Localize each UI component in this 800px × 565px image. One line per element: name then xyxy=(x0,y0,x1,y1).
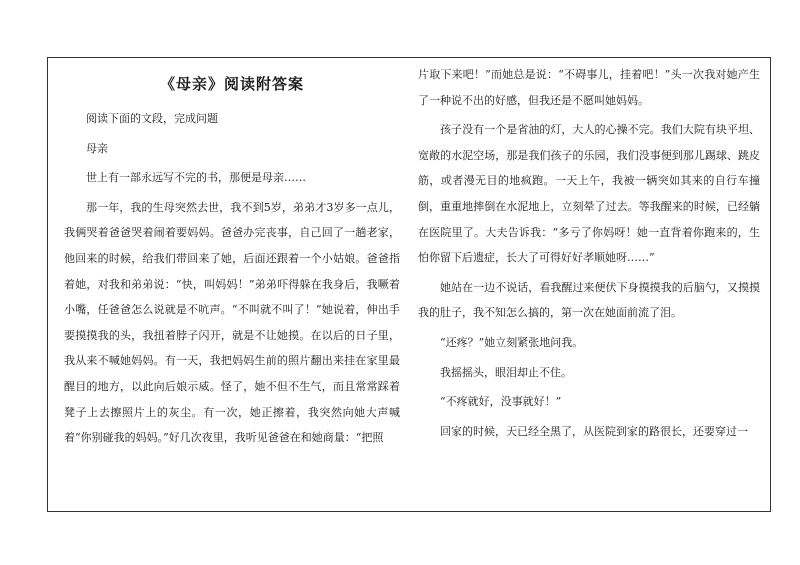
left-column xyxy=(64,72,400,455)
paragraph: “还疼？”她立刻紧张地问我。 xyxy=(440,335,584,349)
paragraph: 那一年，我的生母突然去世，我不到5岁，弟弟才3岁多一点儿，我俩哭着爸爸哭着闹着要妈妈。爸爸办完丧事，自己回了一趟老家，他回来的时候，给我们带回来了她，后面还跟着一个小姑娘。爸爸指着她，对我和弟弟说：“快，叫妈妈！”弟弟吓得躲在我身后，我噘着小嘴，任爸爸怎么说就是不吭声。“不叫就不叫了！”她说着，伸出手要摸摸我的头，我扭着脖子闪开，就是不让她摸。在以后的日子里，我从来不喊她妈妈。有一天，我把妈妈生前的照片翻出来挂在家里最醒目的地方，以此向后娘示威。怪了，她不但不生气，而且常常踩着凳子上去擦照片上的灰尘。有一次，她正擦着，我突然向她大声喊着“你别碰我的妈妈。”好几次夜里，我听见爸爸在和她商量：“把照 xyxy=(64,200,400,445)
paragraph: 孩子没有一个是省油的灯，大人的心操不完。我们大院有块平坦、宽敞的水泥空场，那是我们孩子的乐园，我们没事便到那儿踢球、跳皮筋，或者漫无目的地疯跑。一天上午，我被一辆突如其来的自行车撞倒，重重地摔倒在水泥地上，立刻晕了过去。等我醒来的时候，已经躺在医院里了。大夫告诉我：“多亏了你妈呀！她一直背着你跑来的，生怕你留下后遗症，长大了可得好好孝顺她呀……” xyxy=(418,123,760,265)
right-column xyxy=(418,62,760,448)
paragraph: 回家的时候，天已经全黑了，从医院到家的路很长，还要穿过一 xyxy=(440,424,748,438)
document-title: 《母亲》阅读附答案 xyxy=(159,75,304,93)
document-frame xyxy=(47,57,771,512)
paragraph: 片取下来吧！”而她总是说：“不碍事儿，挂着吧！”头一次我对她产生了一种说不出的好感，但我还是不愿叫她妈妈。 xyxy=(418,68,760,107)
paragraph: “不疼就好，没事就好！” xyxy=(440,395,562,409)
passage-title: 母亲 xyxy=(86,141,108,155)
paragraph: 世上有一部永远写不完的书，那便是母亲…… xyxy=(86,171,306,185)
paragraph: 她站在一边不说话，看我醒过来便伏下身摸摸我的后脑勺，又摸摸我的肚子，我不知怎么搞的，第一次在她面前流了泪。 xyxy=(418,280,760,320)
instruction-line: 阅读下面的文段，完成问题 xyxy=(86,112,218,125)
paragraph: 我摇摇头，眼泪却止不住。 xyxy=(440,365,572,379)
